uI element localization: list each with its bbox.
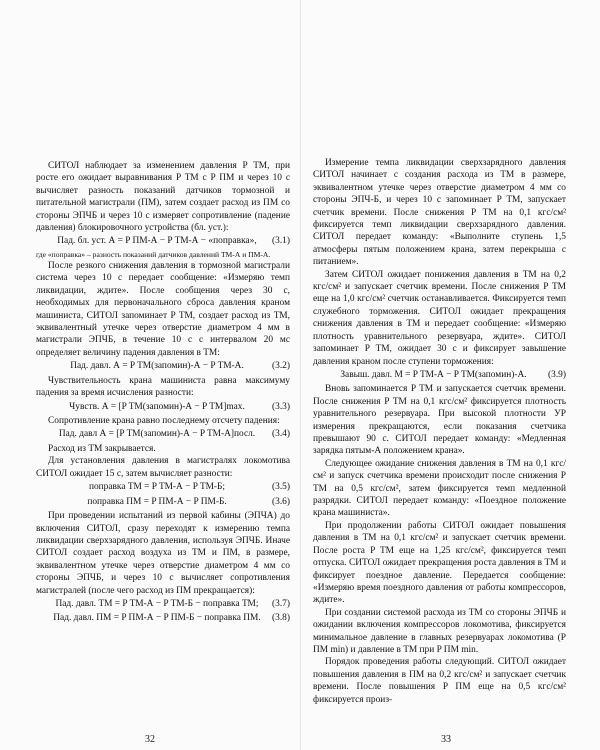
equation-number: (3.9) xyxy=(548,369,566,380)
formula-3-3 xyxy=(36,401,290,415)
page-number-right: 33 xyxy=(441,734,451,745)
paragraph: СИТОЛ наблюдает за изменением давления P ТМ, при росте его ожидает выравнивания P ТМ с P ПМ и через 10 с вычисляет разность показаний датчиков тормозной и питательной магистрали (ПМ), затем создает расход из ПМ со стороны ЭПЧБ и через 10 с измеряет сопротивление (падение давления) блокировочного устройства (бл. уст.): xyxy=(36,161,290,234)
equation-number: (3.5) xyxy=(272,482,290,493)
formula-3-5 xyxy=(36,481,290,495)
formula-expression: поправка ТМ = P ТМ-А − P ТМ-Б; xyxy=(88,482,226,493)
paragraph: Сопротивление крана равно последнему отсчету падения: xyxy=(48,416,280,426)
formula-3-9 xyxy=(313,369,566,383)
formula-expression: Пад. давл. ПМ = P ПМ-А − P ПМ-Б − поправка ПМ. xyxy=(53,613,261,624)
equation-number: (3.2) xyxy=(272,361,290,372)
paragraph: Для установления давления в магистралях локомотива СИТОЛ ожидает 15 с, затем вычисляет разности: xyxy=(36,456,290,479)
paragraph: Расход из ТМ закрывается. xyxy=(48,443,156,454)
paragraph: Вновь запоминается P ТМ и запускается счетчик времени. После снижения P ТМ на 0,1 кгс/см² фиксируется плотность уравнительного резервуара. При высокой плотности УР измерения прекращаются, если показания счетчика превышают 90 с. СИТОЛ передает команду: «Медленная зарядка пятым-А положением крана». xyxy=(313,384,566,457)
formula-expression: Пад. давл А = [P ТМ(запомин)-А − P ТМ-А]посл. xyxy=(58,429,256,440)
formula-3-4 xyxy=(36,428,290,442)
paragraph: После резкого снижения давления в тормозной магистрали система через 10 с передает сообщение: «Измеряю темп ликвидации, ждите». После сообщения через 30 с, необходимых для первоначального сброса давления краном машиниста, СИТОЛ запоминает P ТМ, создает расход из ТМ, эквивалентный утечке через отверстие диаметром 4 мм в магистрали ЭПЧБ, в течение 10 с с интервалом 20 мс определяет величину падения давления в ТМ: xyxy=(36,260,290,358)
paragraph: При продолжении работы СИТОЛ ожидает повышения давления в ТМ на 0,1 кгс/см² и запускает счетчик времени. После роста P ТМ еще на 1,25 кгс/см², фиксируется темп отпуска. СИТОЛ ожидает прекращения роста давления в ТМ и фиксирует поездное давление. Передается сообщение: «Измеряю время поездного давления от работы компрессоров, ждите». xyxy=(313,520,566,606)
paragraph: При создании системой расхода из ТМ со стороны ЭПЧБ и ожидании включения компрессоров локомотива, фиксируется минимальное давление в главных резервуарах локомотива (P ПМ min) и давление в ТМ при P ПМ min. xyxy=(313,607,566,655)
paragraph: Затем СИТОЛ ожидает понижения давления в ТМ на 0,2 кгс/см² и запускает счетчик времени. После снижения P ТМ еще на 1,0 кгс/см² счетчик останавливается. Фиксируется темп служебного торможения. СИТОЛ ожидает прекращения снижения давления в ТМ и передает сообщение: «Измеряю плотность уравнительного резервуара, ждите». СИТОЛ запоминает P ТМ, ожидает 30 с и фиксирует завышение давления краном после ступени торможения: xyxy=(313,269,566,367)
paragraph: При проведении испытаний из первой кабины (ЭПЧА) до включения СИТОЛ, сразу переходят к измерению темпа ликвидации сверхзарядного давления, используя ЭПЧБ. Иначе СИТОЛ создает расход воздуха из ТМ и ПМ, в размере, эквивалентном утечке через отверстие диаметром 4 мм со стороны ЭПЧБ, и через 10 с вычисляет сопротивления магистралей (после чего расход из ПМ прекращается): xyxy=(36,511,290,596)
formula-3-2 xyxy=(36,360,290,374)
equation-number: (3.4) xyxy=(272,429,290,440)
paragraph: Чувствительность крана машиниста равна максимуму падения за время исчисления разности: xyxy=(36,375,290,399)
equation-number: (3.7) xyxy=(272,598,290,609)
formula-expression: Пад. давл. А = P ТМ(запомин)-А − P ТМ-А. xyxy=(70,361,244,372)
equation-number: (3.1) xyxy=(272,236,290,247)
formula-expression: поправка ПМ = P ПМ-А − P ПМ-Б. xyxy=(87,496,227,507)
formula-3-7 xyxy=(36,598,290,612)
formula-expression: Завыш. давл. М = P ТМ-А − P ТМ(запомин)-А. xyxy=(340,369,527,380)
paragraph: Порядок проведения работы следующий. СИТОЛ ожидает повышения давления в ПМ на 0,2 кгс/см² и запускает счетчик времени. После повышения P ПМ еще на 0,5 кгс/см² фиксируется произ- xyxy=(313,657,566,705)
formula-note: где «поправка» – разность показаний датчиков давлений ТМ-А и ПМ-А. xyxy=(36,249,271,259)
page-number-left: 32 xyxy=(145,734,155,745)
formula-3-1 xyxy=(36,235,290,249)
formula-expression: Чувств. А = [P ТМ(запомин)-А − P ТМ]max. xyxy=(69,401,245,412)
right-page-text xyxy=(313,157,566,706)
formula-3-6 xyxy=(36,496,290,510)
formula-expression: Пад. бл. уст. А = P ПМ-А − P ТМ-А − «поправка», xyxy=(57,236,257,247)
right-page xyxy=(300,0,600,750)
formula-expression: Пад. давл. ТМ = P ТМ-А − P ТМ-Б − поправка ТМ; xyxy=(55,598,259,609)
formula-3-8 xyxy=(36,612,290,626)
left-page-text xyxy=(36,160,290,626)
paragraph: Следующее ожидание снижения давления в ТМ на 0,1 кгс/см² и запуск счетчика времени происходит после снижения P ТМ на 0,5 кгс/см², затем фиксируется темп медленной разрядки. СИТОЛ передает команду: «Поездное положение крана машиниста». xyxy=(313,458,566,519)
equation-number: (3.8) xyxy=(272,613,290,624)
equation-number: (3.6) xyxy=(272,496,290,507)
paragraph: Измерение темпа ликвидации сверхзарядного давления СИТОЛ начинает с создания расхода из ТМ в размере, эквивалентном утечке через отверстие диаметром 4 мм со стороны ЭПЧ-Б, и через 10 с запоминает P ТМ, запускает счетчик времени. После снижения P ТМ на 0,1 кгс/см² фиксируется темп ликвидации сверхзарядного давления. СИТОЛ передает команду: «Выполните ступень 1,5 атмосферы пятым положением крана, затем перекрыша с питанием». xyxy=(313,158,566,268)
equation-number: (3.3) xyxy=(272,401,290,412)
